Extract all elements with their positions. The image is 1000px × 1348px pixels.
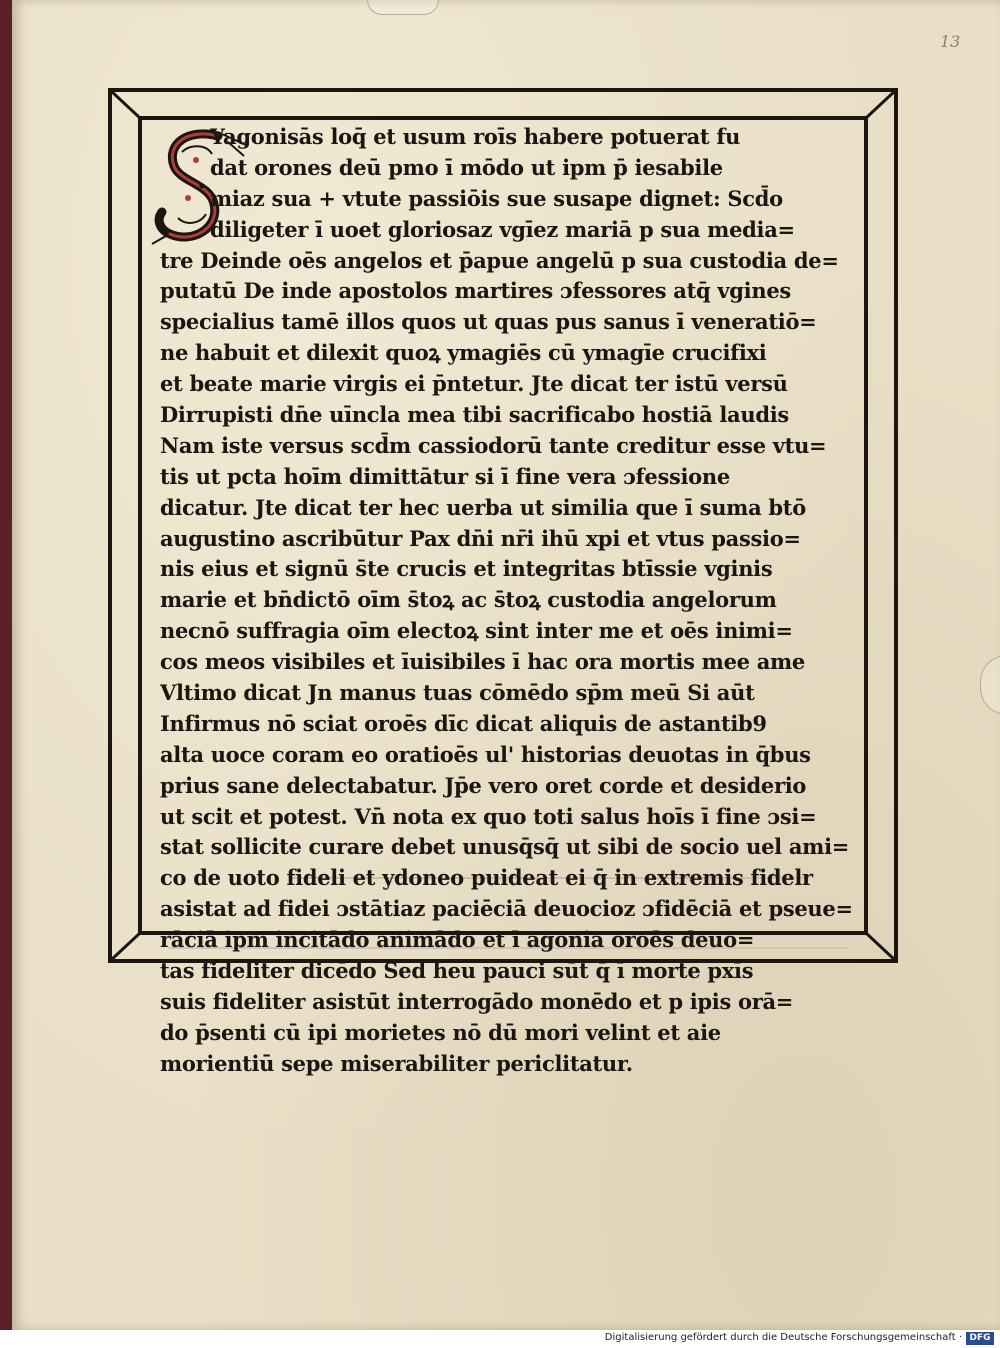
text-line: asistat ad fidei ɔstātiaz paciēciā deuocioz ɔfidēciā et pseue= — [160, 896, 853, 922]
text-line: Nam iste versus scd̄m cassiodorū tante creditur esse vtu= — [160, 432, 827, 458]
text-line: cos meos visibiles et īuisibiles ī hac ora mortis mee ame — [160, 649, 805, 675]
dfg-logo-icon[interactable]: DFG — [966, 1332, 994, 1345]
text-line: stat sollicite curare debet unusq̄sq̄ ut sibi de socio uel ami= — [160, 834, 850, 860]
text-line: Yagonisās loq̄ et usum roīs habere potuerat fu — [210, 124, 741, 149]
text-line: prius sane delectabatur. Jp̄e vero oret corde et desiderio — [160, 772, 807, 798]
text-line: co de uoto fideli et ydoneo puideat ei q̄ in extremis fidelr — [160, 865, 813, 891]
text-line: alta uoce coram eo oratioēs ul' historias deuotas in q̄bus — [160, 741, 811, 767]
text-line: suis fideliter asistūt interrogādo monēdo et p ipis orā= — [160, 988, 794, 1014]
text-line: ut scit et potest. Vn̄ nota ex quo toti salus hoīs ī fine ɔsi= — [160, 803, 817, 829]
text-line: Infirmus nō sciat oroēs dīc dicat aliquis de astantib9 — [160, 710, 767, 736]
manuscript-text-block — [160, 122, 860, 1080]
text-line: specialius tamē illos quos ut quas pus sanus ī veneratiō= — [160, 309, 817, 335]
text-line: miaz sua + vtute passiōis sue susape dignet: Scd̄o — [210, 185, 783, 211]
text-line: nis eius et signū s̄te crucis et integritas btīssie vginis — [160, 556, 773, 582]
text-line: Vltimo dicat Jn manus tuas cōmēdo sp̄m meū Si aūt — [160, 680, 755, 706]
text-line: diligeter ī uoet gloriosaz vgīez mariā p sua media= — [210, 216, 795, 242]
folio-number: 13 — [940, 32, 961, 51]
text-line: tis ut pcta hoīm dimittātur si ī fine vera ɔfessione — [160, 463, 730, 489]
text-line: rāciā ipm incitādo animādo et ī agonia oroēs deuo= — [160, 927, 755, 953]
text-line: dat orones deū pmo ī mōdo ut ipm p̄ iesabile — [210, 154, 723, 180]
text-line: augustino ascribūtur Pax dn̄i nr̄i ihū xpi et vtus passio= — [160, 525, 801, 551]
text-line: putatū De inde apostolos martires ɔfessores atq̄ vgines — [160, 278, 791, 304]
text-line: et beate marie virgis ei p̄ntetur. Jte dicat ter istū versū — [160, 371, 788, 397]
text-line: Dirrupisti dn̄e uīncla mea tibi sacrificabo hostiā laudis — [160, 402, 789, 428]
page-clasp-top — [367, 0, 439, 15]
page-clasp-right — [980, 655, 1000, 715]
text-line: tas fideliter dicēdo Sed heu pauci sūt q̄ ī morte pxīs — [160, 958, 754, 984]
text-line: tre Deinde oēs angelos et p̄apue angelū p sua custodia de= — [160, 247, 839, 273]
text-line: marie et bn̄dictō oīm s̄toꝝ ac s̄toꝝ custodia angelorum — [160, 587, 777, 613]
text-line: ne habuit et dilexit quoꝝ ymagiēs cū ymagīe crucifixi — [160, 340, 767, 366]
footer-credit: Digitalisierung gefördert durch die Deutsche Forschungsgemeinschaft · — [604, 1332, 962, 1343]
text-line: morientiū sepe miserabiliter periclitatur. — [160, 1050, 633, 1076]
text-line: dicatur. Jte dicat ter hec uerba ut similia que ī suma btō — [160, 494, 806, 520]
text-line: do p̄senti cū ipi morietes nō dū mori velint et aie — [160, 1019, 721, 1045]
digitization-footer — [0, 1330, 1000, 1348]
text-line: necnō suffragia oīm electoꝝ sint inter me et oēs inimi= — [160, 618, 793, 644]
